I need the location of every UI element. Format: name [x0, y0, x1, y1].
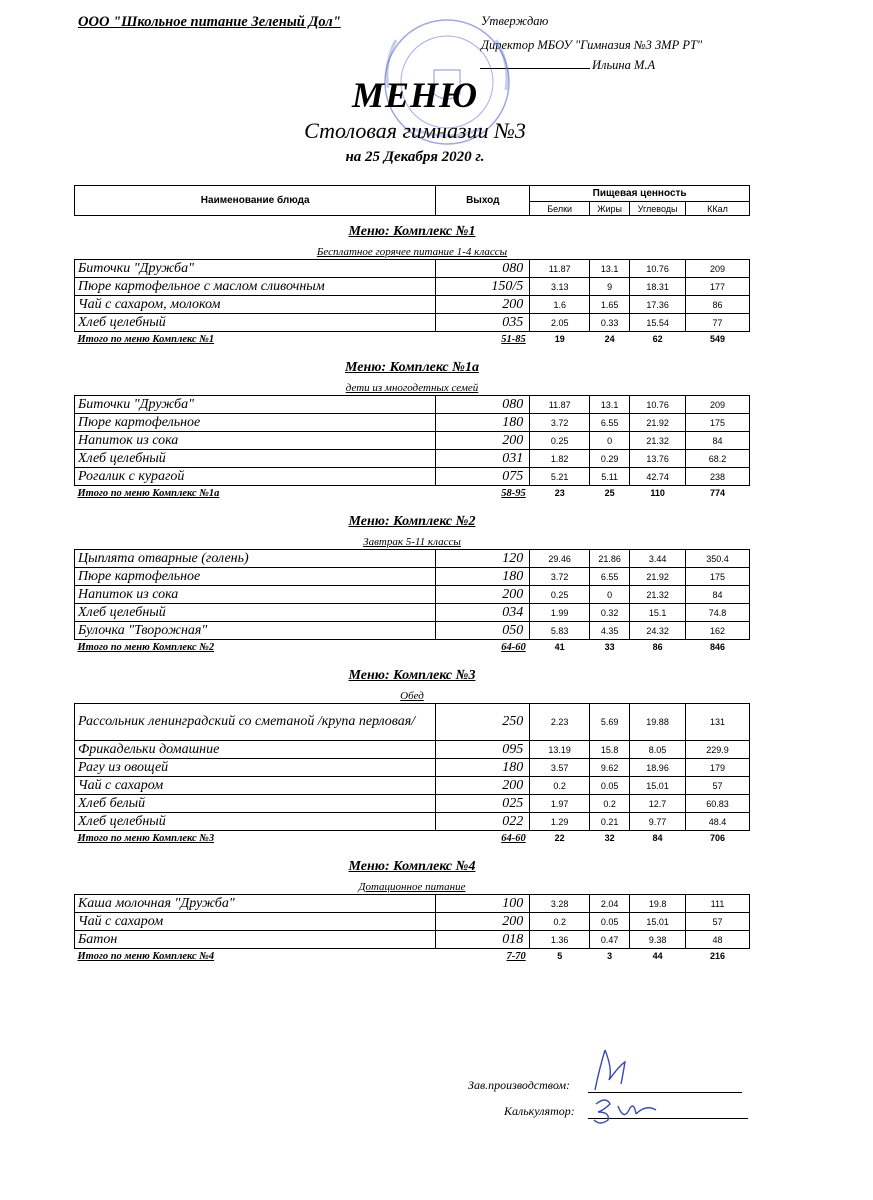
dish-fats: 15.8 — [590, 741, 630, 759]
dish-proteins: 0.2 — [530, 777, 590, 795]
company-name: ООО "Школьное питание Зеленый Дол" — [78, 14, 341, 30]
dish-name: Пюре картофельное с маслом сливочным — [75, 278, 436, 296]
dish-carbs: 18.31 — [630, 278, 686, 296]
total-row — [75, 831, 750, 846]
dish-proteins: 1.6 — [530, 296, 590, 314]
dish-fats: 0.2 — [590, 795, 630, 813]
dish-kcal: 111 — [686, 895, 750, 913]
section-title: Меню: Комплекс №3 — [348, 668, 476, 683]
dish-output: 200 — [436, 432, 530, 450]
header-name: Наименование блюда — [75, 186, 436, 216]
dish-output: 025 — [436, 795, 530, 813]
dish-proteins: 1.99 — [530, 604, 590, 622]
dish-kcal: 86 — [686, 296, 750, 314]
page-title: МЕНЮ — [351, 75, 479, 115]
dish-kcal: 57 — [686, 777, 750, 795]
total-output: 64-60 — [501, 641, 526, 653]
dish-name: Цыплята отварные (голень) — [75, 550, 436, 568]
dish-carbs: 9.77 — [630, 813, 686, 831]
dish-name: Батон — [75, 931, 436, 949]
dish-fats: 0.32 — [590, 604, 630, 622]
dish-kcal: 238 — [686, 468, 750, 486]
dish-carbs: 13.76 — [630, 450, 686, 468]
total-fats: 33 — [604, 642, 615, 652]
dish-fats: 0.05 — [590, 913, 630, 931]
calculator-signature-icon — [590, 1092, 670, 1130]
dish-name: Фрикадельки домашние — [75, 741, 436, 759]
dish-fats: 0.21 — [590, 813, 630, 831]
dish-kcal: 209 — [686, 260, 750, 278]
dish-output: 080 — [436, 260, 530, 278]
section-subtitle: Бесплатное горячее питание 1-4 классы — [316, 246, 508, 258]
page-date: на 25 Декабря 2020 г. — [345, 149, 485, 165]
total-row — [75, 949, 750, 964]
dish-carbs: 15.01 — [630, 913, 686, 931]
table-row — [75, 278, 750, 296]
dish-kcal: 48.4 — [686, 813, 750, 831]
dish-kcal: 229.9 — [686, 741, 750, 759]
dish-fats: 9.62 — [590, 759, 630, 777]
dish-proteins: 3.57 — [530, 759, 590, 777]
dish-fats: 5.11 — [590, 468, 630, 486]
table-row — [75, 813, 750, 831]
header-fats: Жиры — [590, 202, 630, 216]
dish-carbs: 10.76 — [630, 396, 686, 414]
dish-carbs: 12.7 — [630, 795, 686, 813]
total-name: Итого по меню Комплекс №1а — [77, 487, 220, 499]
dish-carbs: 3.44 — [630, 550, 686, 568]
dish-proteins: 11.87 — [530, 396, 590, 414]
total-carbs: 86 — [652, 642, 663, 652]
dish-fats: 6.55 — [590, 414, 630, 432]
table-row — [75, 432, 750, 450]
total-carbs: 110 — [650, 488, 665, 498]
dish-fats: 13.1 — [590, 260, 630, 278]
dish-proteins: 5.21 — [530, 468, 590, 486]
table-row — [75, 704, 750, 741]
dish-kcal: 74.8 — [686, 604, 750, 622]
dish-output: 095 — [436, 741, 530, 759]
dish-kcal: 175 — [686, 568, 750, 586]
dish-carbs: 18.96 — [630, 759, 686, 777]
table-row — [75, 759, 750, 777]
dish-fats: 0 — [590, 432, 630, 450]
dish-name: Чай с сахаром, молоком — [75, 296, 436, 314]
dish-kcal: 57 — [686, 913, 750, 931]
total-proteins: 19 — [554, 334, 565, 344]
total-proteins: 41 — [554, 642, 565, 652]
dish-proteins: 13.19 — [530, 741, 590, 759]
dish-kcal: 77 — [686, 314, 750, 332]
section-table — [74, 549, 750, 654]
page-subtitle: Столовая гимназии №3 — [304, 118, 526, 143]
dish-name: Рогалик с курагой — [75, 468, 436, 486]
dish-fats: 0.29 — [590, 450, 630, 468]
total-kcal: 216 — [710, 951, 726, 961]
dish-name: Хлеб целебный — [75, 813, 436, 831]
dish-carbs: 19.8 — [630, 895, 686, 913]
total-carbs: 44 — [652, 951, 663, 961]
dish-proteins: 3.72 — [530, 568, 590, 586]
total-proteins: 5 — [557, 951, 563, 961]
dish-proteins: 1.82 — [530, 450, 590, 468]
total-output: 64-60 — [501, 832, 526, 844]
header-carbs: Углеводы — [630, 202, 686, 216]
total-name: Итого по меню Комплекс №2 — [77, 641, 215, 653]
table-row — [75, 931, 750, 949]
dish-kcal: 84 — [686, 586, 750, 604]
total-row — [75, 640, 750, 655]
table-row — [75, 450, 750, 468]
dish-fats: 6.55 — [590, 568, 630, 586]
dish-carbs: 10.76 — [630, 260, 686, 278]
dish-proteins: 29.46 — [530, 550, 590, 568]
table-row — [75, 568, 750, 586]
dish-proteins: 2.23 — [530, 704, 590, 741]
dish-output: 200 — [436, 296, 530, 314]
dish-carbs: 21.92 — [630, 568, 686, 586]
production-signature-icon — [585, 1040, 655, 1095]
dish-kcal: 60.83 — [686, 795, 750, 813]
dish-output: 075 — [436, 468, 530, 486]
section-table — [74, 259, 750, 346]
table-row — [75, 586, 750, 604]
total-output: 7-70 — [506, 950, 526, 962]
table-row — [75, 622, 750, 640]
dish-kcal: 350.4 — [686, 550, 750, 568]
section-subtitle: Дотационное питание — [358, 881, 466, 893]
table-row — [75, 260, 750, 278]
table-row — [75, 296, 750, 314]
section-title: Меню: Комплекс №1а — [345, 360, 479, 375]
total-carbs: 84 — [652, 833, 663, 843]
dish-kcal: 177 — [686, 278, 750, 296]
dish-kcal: 84 — [686, 432, 750, 450]
table-row — [75, 414, 750, 432]
total-row — [75, 486, 750, 501]
dish-fats: 13.1 — [590, 396, 630, 414]
table-row — [75, 913, 750, 931]
table-row — [75, 604, 750, 622]
dish-output: 180 — [436, 568, 530, 586]
dish-carbs: 17.36 — [630, 296, 686, 314]
total-output: 51-85 — [501, 333, 526, 345]
dish-proteins: 0.25 — [530, 432, 590, 450]
dish-proteins: 0.2 — [530, 913, 590, 931]
approve-director: Директор МБОУ "Гимназия №3 ЗМР РТ" — [481, 38, 703, 52]
section-subtitle: Завтрак 5-11 классы — [363, 536, 461, 548]
dish-fats: 2.04 — [590, 895, 630, 913]
dish-name: Рагу из овощей — [75, 759, 436, 777]
dish-carbs: 21.32 — [630, 586, 686, 604]
dish-output: 050 — [436, 622, 530, 640]
total-fats: 32 — [604, 833, 615, 843]
dish-name: Напиток из сока — [75, 432, 436, 450]
approve-label: Утверждаю — [481, 14, 549, 28]
dish-proteins: 3.28 — [530, 895, 590, 913]
table-row — [75, 777, 750, 795]
dish-carbs: 9.38 — [630, 931, 686, 949]
dish-fats: 0 — [590, 586, 630, 604]
dish-output: 180 — [436, 414, 530, 432]
dish-name: Хлеб целебный — [75, 604, 436, 622]
dish-output: 034 — [436, 604, 530, 622]
total-kcal: 846 — [710, 642, 726, 652]
dish-carbs: 21.92 — [630, 414, 686, 432]
dish-proteins: 0.25 — [530, 586, 590, 604]
header-nutrition: Пищевая ценность — [530, 186, 750, 202]
dish-name: Чай с сахаром — [75, 913, 436, 931]
table-row — [75, 895, 750, 913]
dish-output: 035 — [436, 314, 530, 332]
dish-name: Биточки "Дружба" — [75, 396, 436, 414]
total-fats: 25 — [604, 488, 615, 498]
dish-proteins: 5.83 — [530, 622, 590, 640]
total-name: Итого по меню Комплекс №3 — [77, 832, 215, 844]
total-kcal: 549 — [710, 334, 726, 344]
dish-name: Пюре картофельное — [75, 568, 436, 586]
dish-name: Хлеб белый — [75, 795, 436, 813]
dish-output: 180 — [436, 759, 530, 777]
section-title: Меню: Комплекс №2 — [348, 514, 476, 529]
total-proteins: 23 — [554, 488, 565, 498]
dish-output: 250 — [436, 704, 530, 741]
section-table — [74, 703, 750, 845]
dish-carbs: 8.05 — [630, 741, 686, 759]
dish-proteins: 3.13 — [530, 278, 590, 296]
dish-carbs: 21.32 — [630, 432, 686, 450]
table-row — [75, 314, 750, 332]
dish-carbs: 19.88 — [630, 704, 686, 741]
dish-output: 200 — [436, 586, 530, 604]
dish-kcal: 48 — [686, 931, 750, 949]
dish-fats: 1.65 — [590, 296, 630, 314]
total-carbs: 62 — [652, 334, 663, 344]
dish-carbs: 15.54 — [630, 314, 686, 332]
total-output: 58-95 — [501, 487, 526, 499]
dish-output: 120 — [436, 550, 530, 568]
total-kcal: 706 — [710, 833, 726, 843]
dish-name: Рассольник ленинградский со сметаной /крупа перловая/ — [75, 704, 436, 741]
dish-output: 200 — [436, 777, 530, 795]
dish-name: Напиток из сока — [75, 586, 436, 604]
total-name: Итого по меню Комплекс №4 — [77, 950, 215, 962]
section-title: Меню: Комплекс №4 — [348, 859, 476, 874]
dish-proteins: 2.05 — [530, 314, 590, 332]
dish-proteins: 1.97 — [530, 795, 590, 813]
dish-fats: 0.47 — [590, 931, 630, 949]
header-proteins: Белки — [530, 202, 590, 216]
table-row — [75, 795, 750, 813]
dish-output: 100 — [436, 895, 530, 913]
dish-name: Биточки "Дружба" — [75, 260, 436, 278]
approve-name: Ильина М.А — [592, 58, 656, 72]
dish-output: 031 — [436, 450, 530, 468]
dish-output: 022 — [436, 813, 530, 831]
dish-fats: 0.05 — [590, 777, 630, 795]
dish-output: 080 — [436, 396, 530, 414]
header-output: Выход — [436, 186, 530, 216]
dish-fats: 0.33 — [590, 314, 630, 332]
table-row — [75, 468, 750, 486]
dish-name: Чай с сахаром — [75, 777, 436, 795]
menu-sections — [74, 220, 750, 963]
dish-kcal: 131 — [686, 704, 750, 741]
table-header — [74, 185, 750, 216]
total-name: Итого по меню Комплекс №1 — [77, 333, 215, 345]
calculator-label: Калькулятор: — [504, 1104, 575, 1118]
table-row — [75, 396, 750, 414]
total-row — [75, 332, 750, 347]
section-table — [74, 395, 750, 500]
dish-proteins: 3.72 — [530, 414, 590, 432]
dish-kcal: 209 — [686, 396, 750, 414]
dish-proteins: 1.29 — [530, 813, 590, 831]
dish-name: Каша молочная "Дружба" — [75, 895, 436, 913]
header-kcal: ККал — [686, 202, 750, 216]
table-row — [75, 741, 750, 759]
dish-carbs: 42.74 — [630, 468, 686, 486]
total-fats: 24 — [604, 334, 615, 344]
dish-name: Пюре картофельное — [75, 414, 436, 432]
dish-fats: 21.86 — [590, 550, 630, 568]
total-proteins: 22 — [554, 833, 565, 843]
dish-kcal: 179 — [686, 759, 750, 777]
section-subtitle: Обед — [400, 690, 424, 702]
dish-proteins: 1.36 — [530, 931, 590, 949]
dish-kcal: 175 — [686, 414, 750, 432]
dish-proteins: 11.87 — [530, 260, 590, 278]
dish-carbs: 24.32 — [630, 622, 686, 640]
total-kcal: 774 — [710, 488, 726, 498]
total-fats: 3 — [607, 951, 613, 961]
table-row — [75, 550, 750, 568]
dish-fats: 9 — [590, 278, 630, 296]
section-subtitle: дети из многодетных семей — [345, 382, 479, 394]
dish-fats: 5.69 — [590, 704, 630, 741]
production-label: Зав.производством: — [468, 1078, 571, 1092]
dish-output: 018 — [436, 931, 530, 949]
section-table — [74, 894, 750, 963]
dish-carbs: 15.1 — [630, 604, 686, 622]
dish-name: Хлеб целебный — [75, 314, 436, 332]
dish-name: Булочка "Творожная" — [75, 622, 436, 640]
dish-kcal: 68.2 — [686, 450, 750, 468]
dish-fats: 4.35 — [590, 622, 630, 640]
dish-output: 150/5 — [436, 278, 530, 296]
section-title: Меню: Комплекс №1 — [348, 224, 476, 239]
dish-output: 200 — [436, 913, 530, 931]
dish-name: Хлеб целебный — [75, 450, 436, 468]
dish-kcal: 162 — [686, 622, 750, 640]
dish-carbs: 15.01 — [630, 777, 686, 795]
